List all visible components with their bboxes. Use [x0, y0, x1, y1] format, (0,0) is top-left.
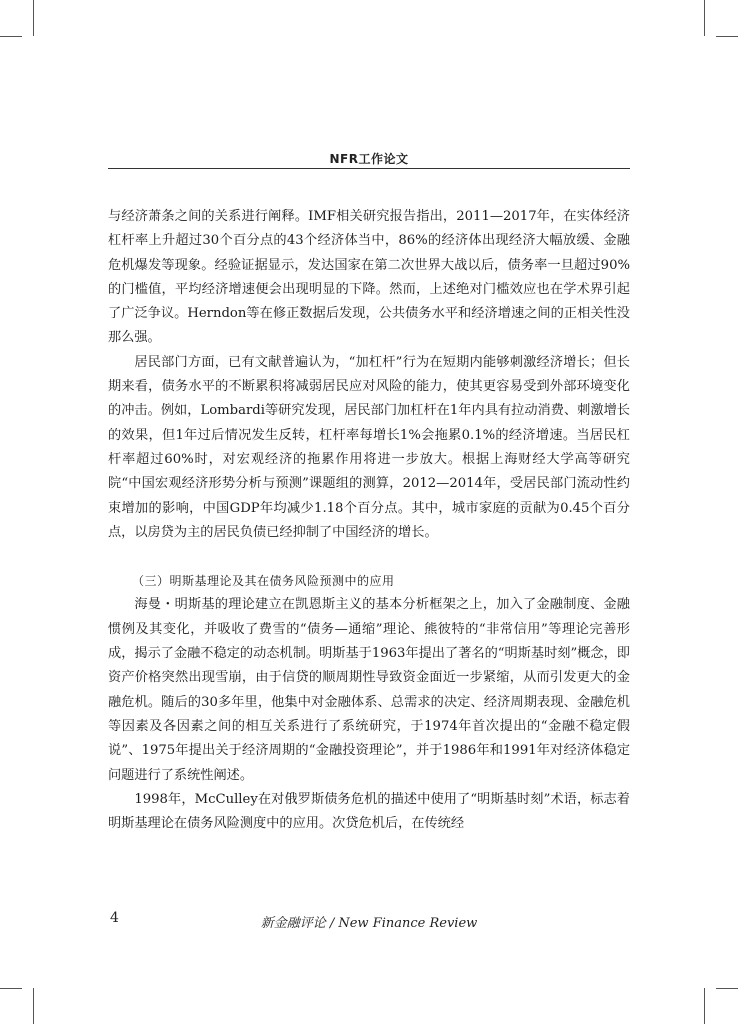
crop-mark — [716, 988, 738, 989]
crop-mark — [0, 988, 22, 989]
body-paragraph: 海曼・明斯基的理论建立在凯恩斯主义的基本分析框架之上，加入了金融制度、金融惯例及其变化，并吸收了费雪的“债务—通缩”理论、熊彼特的“非常信用”等理论完善形成，揭示了金融不稳定的动态机制。明斯基于1963年提出了著名的“明斯基时刻”概念，即资产价格突然出现雪崩，由于信贷的顺周期性导致资金面近一步紧缩，从而引发更大的金融危机。随后的30多年里，他集中对金融体系、总需求的决定、经济周期表现、金融危机等因素及各因素之间的相互关系进行了系统研究，于1974年首次提出的“金融不稳定假说”、1975年提出关于经济周期的“金融投资理论”，并于1986年和1991年对经济体稳定问题进行了系统性阐述。 — [108, 597, 630, 783]
page-number: 4 — [110, 910, 119, 926]
header-rule — [108, 168, 630, 169]
body-paragraph: 1998年，McCulley在对俄罗斯债务危机的描述中使用了“明斯基时刻”术语，标志着明斯基理论在债务风险测度中的应用。次贷危机后，在传统经 — [108, 791, 630, 832]
crop-mark — [33, 988, 34, 1024]
body-paragraph: 与经济萧条之间的关系进行阐释。IMF相关研究报告指出，2011—2017年，在实体经济杠杆率上升超过30个百分点的43个经济体当中，86%的经济体出现经济大幅放缓、金融危机爆发等现象。经验证据显示，发达国家在第二次世界大战以后，债务率一旦超过90%的门槛值，平均经济增速便会出现明显的下降。然而，上述绝对门槛效应也在学术界引起了广泛争议。Herndon等在修正数据后发现，公共债务水平和经济增速之间的正相关性没那么强。 — [108, 209, 630, 346]
section-heading: （三）明斯基理论及其在债务风险预测中的应用 — [132, 574, 395, 589]
crop-mark — [33, 0, 34, 36]
crop-mark — [716, 36, 738, 37]
body-paragraph: 居民部门方面，已有文献普遍认为，“加杠杆”行为在短期内能够刺激经济增长；但长期来看，债务水平的不断累积将减弱居民应对风险的能力，使其更容易受到外部环境变化的冲击。例如，Lombardi等研究发现，居民部门加杠杆在1年内具有拉动消费、刺激增长的效果，但1年过后情况发生反转，杠杆率每增长1%会拖累0.1%的经济增速。当居民杠杆率超过60%时，对宏观经济的拖累作用将进一步放大。根据上海财经大学高等研究院“中国宏观经济形势分析与预测”课题组的测算，2012—2014年，受居民部门流动性约束增加的影响，中国GDP年均减少1.18个百分点。其中，城市家庭的贡献为0.45个百分点，以房贷为主的居民负债已经抑制了中国经济的增长。 — [108, 354, 630, 540]
crop-mark — [0, 36, 22, 37]
page-body — [108, 205, 630, 836]
crop-mark — [704, 988, 705, 1024]
crop-mark — [704, 0, 705, 36]
journal-name: 新金融评论 / New Finance Review — [260, 916, 478, 931]
running-header: NFR工作论文 — [329, 152, 409, 166]
